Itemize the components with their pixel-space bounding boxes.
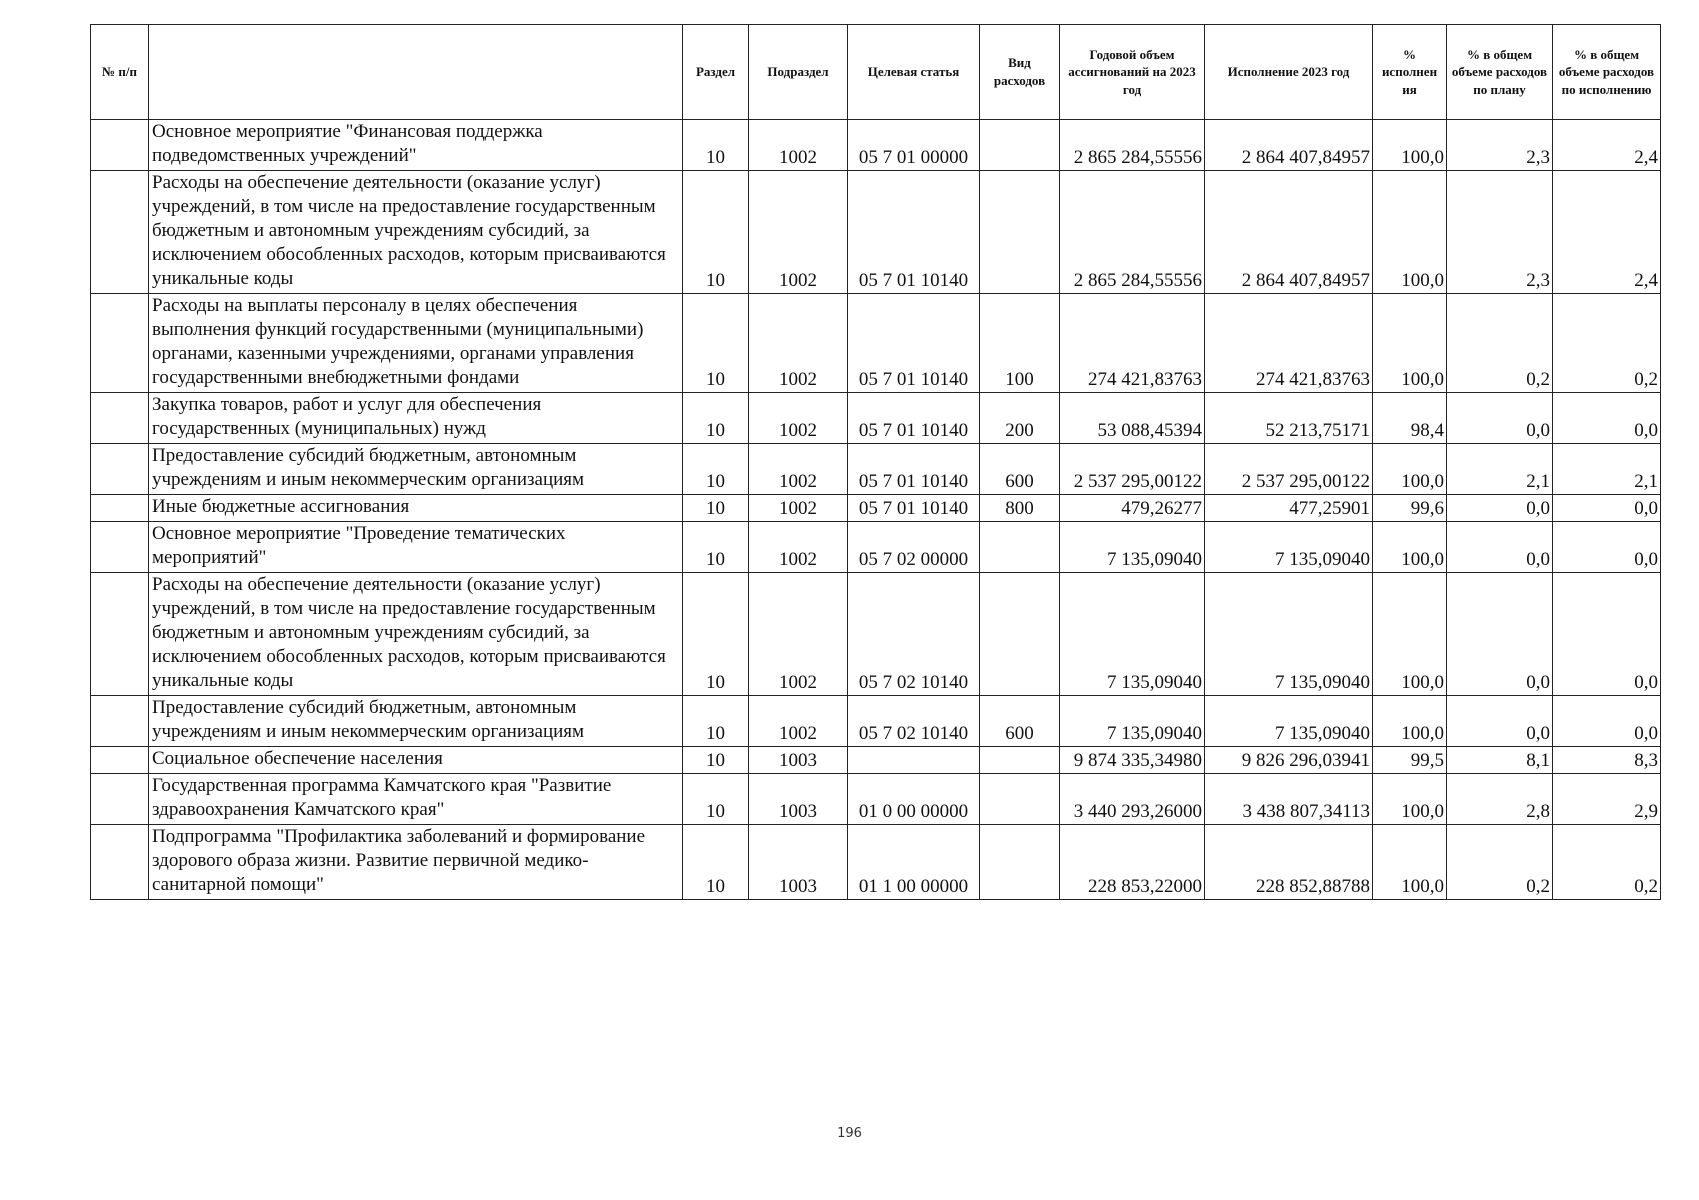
row-celevaya: 01 0 00 00000 — [848, 774, 980, 825]
table-row — [91, 774, 1661, 825]
row-pct-isp: 2,1 — [1553, 444, 1661, 495]
row-vid — [980, 522, 1060, 573]
row-num — [91, 696, 149, 747]
row-razdel: 10 — [683, 825, 749, 900]
row-name-text: Подпрограмма "Профилактика заболеваний и формирование здорового образа жизни. Развитие первичной медико-санитарной помощи" — [152, 826, 646, 895]
row-godovoy: 274 421,83763 — [1060, 294, 1205, 393]
row-celevaya: 05 7 01 10140 — [848, 393, 980, 444]
row-num — [91, 747, 149, 774]
header-razdel: Раздел — [683, 25, 749, 120]
row-pct-plan: 0,2 — [1447, 294, 1553, 393]
row-name — [149, 495, 683, 522]
row-name-text: Социальное обеспечение населения — [152, 748, 443, 769]
row-celevaya: 05 7 01 10140 — [848, 495, 980, 522]
row-name-text: Иные бюджетные ассигнования — [152, 496, 410, 517]
row-godovoy: 479,26277 — [1060, 495, 1205, 522]
row-ispolnenie: 2 864 407,84957 — [1205, 120, 1373, 171]
row-pct: 100,0 — [1373, 120, 1447, 171]
row-celevaya: 05 7 01 10140 — [848, 294, 980, 393]
table-row — [91, 393, 1661, 444]
row-celevaya: 05 7 01 10140 — [848, 444, 980, 495]
row-godovoy: 2 537 295,00122 — [1060, 444, 1205, 495]
row-pct: 99,6 — [1373, 495, 1447, 522]
row-num — [91, 495, 149, 522]
row-godovoy: 2 865 284,55556 — [1060, 120, 1205, 171]
row-pct-isp: 2,4 — [1553, 171, 1661, 294]
row-ispolnenie: 274 421,83763 — [1205, 294, 1373, 393]
row-name-text: Расходы на обеспечение деятельности (оказание услуг) учреждений, в том числе на предоставление государственным бюджетным и автономным учреждениям субсидий, за исключением обособленных расходов, которым присваиваются уникальные коды — [152, 172, 666, 289]
row-godovoy: 7 135,09040 — [1060, 696, 1205, 747]
row-vid — [980, 747, 1060, 774]
row-pct: 100,0 — [1373, 171, 1447, 294]
row-name — [149, 522, 683, 573]
row-podrazdel: 1002 — [749, 522, 848, 573]
row-podrazdel: 1002 — [749, 294, 848, 393]
row-name-text: Государственная программа Камчатского края "Развитие здравоохранения Камчатского края" — [152, 775, 612, 820]
row-ispolnenie: 7 135,09040 — [1205, 696, 1373, 747]
row-vid: 600 — [980, 696, 1060, 747]
row-pct-plan: 0,0 — [1447, 393, 1553, 444]
row-razdel: 10 — [683, 696, 749, 747]
row-num — [91, 393, 149, 444]
header-pct-plan: % в общем объеме расходов по плану — [1447, 25, 1553, 120]
table-row — [91, 747, 1661, 774]
row-name — [149, 171, 683, 294]
row-godovoy: 7 135,09040 — [1060, 573, 1205, 696]
row-podrazdel: 1002 — [749, 393, 848, 444]
row-podrazdel: 1003 — [749, 825, 848, 900]
row-pct: 100,0 — [1373, 294, 1447, 393]
row-pct-isp: 0,0 — [1553, 573, 1661, 696]
row-vid — [980, 573, 1060, 696]
table-row — [91, 444, 1661, 495]
row-pct-isp: 0,0 — [1553, 495, 1661, 522]
row-name — [149, 120, 683, 171]
row-name — [149, 573, 683, 696]
row-pct-isp: 2,9 — [1553, 774, 1661, 825]
row-vid: 800 — [980, 495, 1060, 522]
row-vid — [980, 171, 1060, 294]
row-num — [91, 825, 149, 900]
row-pct: 100,0 — [1373, 522, 1447, 573]
row-pct-isp: 8,3 — [1553, 747, 1661, 774]
header-podrazdel: Подраздел — [749, 25, 848, 120]
table-row — [91, 495, 1661, 522]
row-godovoy: 53 088,45394 — [1060, 393, 1205, 444]
row-pct: 100,0 — [1373, 573, 1447, 696]
row-name-text: Предоставление субсидий бюджетным, автономным учреждениям и иным некоммерческим организациям — [152, 445, 585, 490]
row-name — [149, 444, 683, 495]
row-num — [91, 573, 149, 696]
table-body — [91, 120, 1661, 900]
row-godovoy: 9 874 335,34980 — [1060, 747, 1205, 774]
row-vid: 200 — [980, 393, 1060, 444]
row-godovoy: 3 440 293,26000 — [1060, 774, 1205, 825]
row-ispolnenie: 228 852,88788 — [1205, 825, 1373, 900]
row-ispolnenie: 2 537 295,00122 — [1205, 444, 1373, 495]
row-celevaya: 05 7 02 10140 — [848, 696, 980, 747]
row-razdel: 10 — [683, 495, 749, 522]
row-podrazdel: 1002 — [749, 573, 848, 696]
row-razdel: 10 — [683, 444, 749, 495]
row-pct-plan: 0,0 — [1447, 495, 1553, 522]
row-pct: 98,4 — [1373, 393, 1447, 444]
row-razdel: 10 — [683, 774, 749, 825]
row-name-text: Закупка товаров, работ и услуг для обеспечения государственных (муниципальных) нужд — [152, 394, 542, 439]
row-pct-plan: 0,0 — [1447, 573, 1553, 696]
row-num — [91, 774, 149, 825]
header-pct-isp: % в общем объеме расходов по исполнению — [1553, 25, 1661, 120]
row-name — [149, 825, 683, 900]
row-celevaya — [848, 747, 980, 774]
row-razdel: 10 — [683, 294, 749, 393]
row-pct-plan: 0,0 — [1447, 522, 1553, 573]
row-pct-isp: 2,4 — [1553, 120, 1661, 171]
table-row — [91, 825, 1661, 900]
row-ispolnenie: 52 213,75171 — [1205, 393, 1373, 444]
row-podrazdel: 1003 — [749, 747, 848, 774]
row-razdel: 10 — [683, 171, 749, 294]
table-row — [91, 171, 1661, 294]
budget-table — [90, 24, 1661, 900]
row-godovoy: 228 853,22000 — [1060, 825, 1205, 900]
row-ispolnenie: 9 826 296,03941 — [1205, 747, 1373, 774]
row-pct: 100,0 — [1373, 696, 1447, 747]
row-num — [91, 294, 149, 393]
header-celevaya: Целевая статья — [848, 25, 980, 120]
row-razdel: 10 — [683, 120, 749, 171]
row-num — [91, 171, 149, 294]
table-row — [91, 522, 1661, 573]
row-celevaya: 05 7 02 00000 — [848, 522, 980, 573]
row-vid: 600 — [980, 444, 1060, 495]
row-name — [149, 747, 683, 774]
header-name — [149, 25, 683, 120]
row-celevaya: 01 1 00 00000 — [848, 825, 980, 900]
row-pct-isp: 0,0 — [1553, 522, 1661, 573]
row-num — [91, 522, 149, 573]
row-pct: 100,0 — [1373, 444, 1447, 495]
row-name — [149, 393, 683, 444]
table-row — [91, 696, 1661, 747]
row-vid — [980, 120, 1060, 171]
row-podrazdel: 1002 — [749, 495, 848, 522]
row-pct: 100,0 — [1373, 825, 1447, 900]
row-pct-plan: 2,3 — [1447, 171, 1553, 294]
row-num — [91, 120, 149, 171]
row-pct: 100,0 — [1373, 774, 1447, 825]
row-name — [149, 696, 683, 747]
row-vid: 100 — [980, 294, 1060, 393]
row-num — [91, 444, 149, 495]
row-pct-isp: 0,2 — [1553, 825, 1661, 900]
row-name-text: Основное мероприятие "Финансовая поддержка подведомственных учреждений" — [152, 121, 543, 166]
row-godovoy: 7 135,09040 — [1060, 522, 1205, 573]
row-podrazdel: 1002 — [749, 171, 848, 294]
row-name-text: Расходы на обеспечение деятельности (оказание услуг) учреждений, в том числе на предоставление государственным бюджетным и автономным учреждениям субсидий, за исключением обособленных расходов, которым присваиваются уникальные коды — [152, 574, 666, 691]
row-vid — [980, 774, 1060, 825]
row-vid — [980, 825, 1060, 900]
row-razdel: 10 — [683, 522, 749, 573]
page-number: 196 — [837, 1126, 862, 1141]
row-celevaya: 05 7 01 10140 — [848, 171, 980, 294]
row-name-text: Основное мероприятие "Проведение тематических мероприятий" — [152, 523, 566, 568]
table-row — [91, 294, 1661, 393]
row-celevaya: 05 7 01 00000 — [848, 120, 980, 171]
header-row — [91, 25, 1661, 120]
row-pct-plan: 0,2 — [1447, 825, 1553, 900]
row-razdel: 10 — [683, 747, 749, 774]
header-vid: Вид расходов — [980, 25, 1060, 120]
row-name-text: Расходы на выплаты персоналу в целях обеспечения выполнения функций государственными (муниципальными) органами, казенными учреждениями, органами управления государственными внебюджетными фондами — [152, 295, 644, 388]
row-celevaya: 05 7 02 10140 — [848, 573, 980, 696]
header-pct: % исполнен ия — [1373, 25, 1447, 120]
row-name — [149, 774, 683, 825]
row-podrazdel: 1002 — [749, 444, 848, 495]
row-godovoy: 2 865 284,55556 — [1060, 171, 1205, 294]
row-ispolnenie: 477,25901 — [1205, 495, 1373, 522]
row-pct-isp: 0,0 — [1553, 696, 1661, 747]
row-razdel: 10 — [683, 393, 749, 444]
row-pct: 99,5 — [1373, 747, 1447, 774]
row-pct-isp: 0,0 — [1553, 393, 1661, 444]
row-pct-plan: 2,3 — [1447, 120, 1553, 171]
row-pct-plan: 2,1 — [1447, 444, 1553, 495]
row-podrazdel: 1002 — [749, 696, 848, 747]
row-pct-plan: 0,0 — [1447, 696, 1553, 747]
row-pct-plan: 2,8 — [1447, 774, 1553, 825]
row-ispolnenie: 7 135,09040 — [1205, 573, 1373, 696]
table-row — [91, 120, 1661, 171]
row-ispolnenie: 2 864 407,84957 — [1205, 171, 1373, 294]
row-podrazdel: 1003 — [749, 774, 848, 825]
header-godovoy: Годовой объем ассигнований на 2023 год — [1060, 25, 1205, 120]
header-ispolnenie: Исполнение 2023 год — [1205, 25, 1373, 120]
table-row — [91, 573, 1661, 696]
row-name-text: Предоставление субсидий бюджетным, автономным учреждениям и иным некоммерческим организациям — [152, 697, 585, 742]
row-razdel: 10 — [683, 573, 749, 696]
row-name — [149, 294, 683, 393]
row-podrazdel: 1002 — [749, 120, 848, 171]
row-pct-isp: 0,2 — [1553, 294, 1661, 393]
row-ispolnenie: 7 135,09040 — [1205, 522, 1373, 573]
row-pct-plan: 8,1 — [1447, 747, 1553, 774]
row-ispolnenie: 3 438 807,34113 — [1205, 774, 1373, 825]
header-num: № п/п — [91, 25, 149, 120]
